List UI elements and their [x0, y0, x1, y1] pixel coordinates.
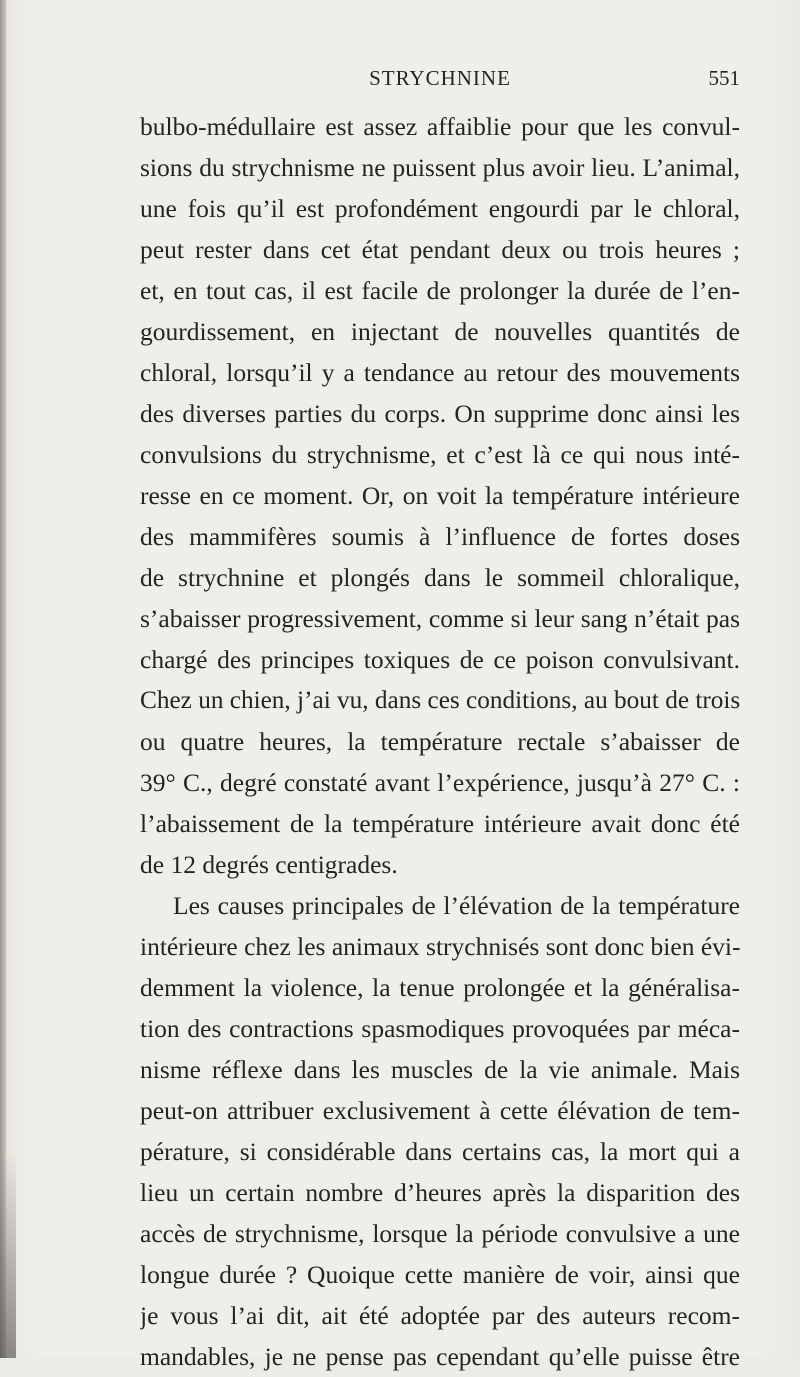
text-line: des mammifères soumis à l’influence de fortes doses [140, 522, 740, 551]
text-line: tion des contractions spasmodiques provoquées par méca- [140, 1014, 740, 1043]
text-line: pérature, si considérable dans certains cas, la mort qui a [140, 1137, 740, 1166]
text-line: accès de strychnisme, lorsque la période convulsive a une [140, 1219, 740, 1248]
text-line: je vous l’ai dit, ait été adoptée par des auteurs recom- [140, 1301, 740, 1330]
text-line: s’abaisser progressivement, comme si leur sang n’était pas [140, 604, 740, 633]
text-line: demment la violence, la tenue prolongée et la généralisa- [140, 973, 740, 1002]
page-header [140, 66, 740, 96]
text-line: bulbo-médullaire est assez affaiblie pour que les convul- [140, 112, 740, 141]
text-line: convulsions du strychnisme, et c’est là ce qui nous inté- [140, 440, 740, 469]
text-line: chloral, lorsqu’il y a tendance au retour des mouvements [140, 358, 740, 387]
text-line: intérieure chez les animaux strychnisés sont donc bien évi- [140, 932, 740, 961]
text-line: chargé des principes toxiques de ce poison convulsivant. [140, 645, 740, 674]
text-line: peut-on attribuer exclusivement à cette élévation de tem- [140, 1096, 740, 1125]
paragraph-start-line: Les causes principales de l’élévation de la température [173, 891, 740, 920]
running-title: STRYCHNINE [369, 66, 511, 90]
text-line: l’abaissement de la température intérieure avait donc été [140, 809, 740, 838]
text-line: 39° C., degré constaté avant l’expérience, jusqu’à 27° C. : [140, 768, 740, 797]
text-line: une fois qu’il est profondément engourdi par le chloral, [140, 194, 740, 223]
body-text [140, 106, 740, 1377]
text-line: gourdissement, en injectant de nouvelles quantités de [140, 317, 740, 346]
text-line: ou quatre heures, la température rectale s’abaisser de [140, 727, 740, 756]
page-number: 551 [708, 66, 740, 90]
page-corner-shadow [0, 1150, 16, 1358]
text-line: nisme réflexe dans les muscles de la vie animale. Mais [140, 1055, 740, 1084]
text-line: resse en ce moment. Or, on voit la température intérieure [140, 481, 740, 510]
text-line: de strychnine et plongés dans le sommeil chloralique, [140, 563, 740, 592]
text-line: sions du strychnisme ne puissent plus avoir lieu. L’animal, [140, 153, 740, 182]
text-line: peut rester dans cet état pendant deux ou trois heures ; [140, 235, 740, 264]
text-line: lieu un certain nombre d’heures après la disparition des [140, 1178, 740, 1207]
text-line: des diverses parties du corps. On supprime donc ainsi les [140, 399, 740, 428]
paragraph-end-line: de 12 degrés centigrades. [140, 850, 398, 879]
text-line: longue durée ? Quoique cette manière de voir, ainsi que [140, 1260, 740, 1289]
text-line: mandables, je ne pense pas cependant qu’elle puisse être [140, 1342, 740, 1371]
text-line: et, en tout cas, il est facile de prolonger la durée de l’en- [140, 276, 740, 305]
text-line: Chez un chien, j’ai vu, dans ces conditions, au bout de trois [140, 686, 740, 714]
